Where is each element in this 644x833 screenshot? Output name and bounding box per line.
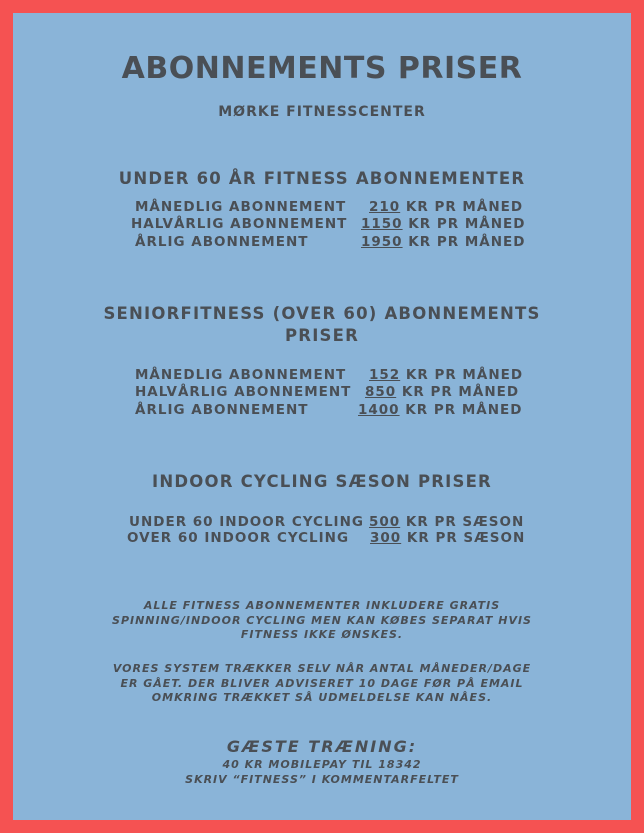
note-line: SPINNING/INDOOR CYCLING MEN KAN KØBES SEPARAT HVIS bbox=[112, 613, 532, 627]
note-line: ALLE FITNESS ABONNEMENTER INKLUDERE GRATIS bbox=[143, 599, 501, 612]
price-unit: KR PR MÅNED bbox=[408, 234, 526, 250]
price-label: OVER 60 INDOOR CYCLING bbox=[127, 530, 350, 546]
price-amount: 1400 bbox=[358, 402, 400, 418]
page-subtitle: MØRKE FITNESSCENTER bbox=[218, 104, 426, 120]
price-amount: 152 bbox=[369, 367, 401, 383]
price-label: HALVÅRLIG ABONNEMENT bbox=[131, 216, 348, 232]
guest-line: SKRIV “FITNESS” I KOMMENTARFELTET bbox=[185, 772, 459, 786]
note-included-spinning bbox=[13, 599, 631, 643]
price-amount-row bbox=[358, 401, 522, 419]
price-unit: KR PR MÅNED bbox=[405, 199, 524, 215]
guest-training-title: GÆSTE TRÆNING: bbox=[226, 737, 418, 756]
guest-line: 40 KR MOBILEPAY TIL 18342 bbox=[222, 758, 422, 771]
price-unit: KR PR SÆSON bbox=[406, 530, 526, 546]
note-line: OMKRING TRÆKKET SÅ UDMELDELSE KAN NÅES. bbox=[151, 691, 493, 704]
price-label: HALVÅRLIG ABONNEMENT bbox=[135, 384, 352, 400]
note-line: FITNESS IKKE ØNSKES. bbox=[240, 628, 404, 641]
price-amount: 500 bbox=[369, 514, 401, 530]
price-amount-row bbox=[369, 366, 523, 384]
section-heading-senior bbox=[13, 303, 631, 347]
price-amount: 850 bbox=[365, 384, 397, 400]
price-label: UNDER 60 INDOOR CYCLING bbox=[129, 514, 364, 530]
price-amount-row bbox=[370, 529, 525, 547]
page-title: ABONNEMENTS PRISER bbox=[121, 51, 523, 86]
price-label: MÅNEDLIG ABONNEMENT bbox=[135, 199, 347, 215]
price-label: MÅNEDLIG ABONNEMENT bbox=[135, 367, 347, 383]
price-amount: 210 bbox=[369, 199, 401, 215]
section-heading-line: SENIORFITNESS (OVER 60) ABONNEMENTS bbox=[103, 304, 541, 323]
price-amount: 1150 bbox=[361, 216, 403, 232]
section-heading-indoor-cycling: INDOOR CYCLING SÆSON PRISER bbox=[152, 472, 492, 491]
price-label: ÅRLIG ABONNEMENT bbox=[135, 234, 309, 250]
price-unit: KR PR SÆSON bbox=[405, 514, 525, 530]
price-amount-row bbox=[361, 215, 525, 233]
price-amount: 300 bbox=[370, 530, 402, 546]
price-unit: KR PR MÅNED bbox=[405, 367, 524, 383]
note-line: ER GÅET. DER BLIVER ADVISERET 10 DAGE FØR PÅ EMAIL bbox=[120, 676, 524, 690]
price-sheet bbox=[13, 13, 631, 820]
price-label: ÅRLIG ABONNEMENT bbox=[135, 402, 309, 418]
section-heading-line: PRISER bbox=[285, 326, 359, 345]
price-amount-row bbox=[361, 233, 525, 251]
price-unit: KR PR MÅNED bbox=[408, 216, 526, 232]
price-unit: KR PR MÅNED bbox=[405, 402, 523, 418]
note-auto-withdraw bbox=[13, 662, 631, 706]
price-unit: KR PR MÅNED bbox=[401, 384, 520, 400]
section-heading-under-60: UNDER 60 ÅR FITNESS ABONNEMENTER bbox=[118, 169, 526, 188]
guest-training-info bbox=[13, 758, 631, 787]
price-amount-row bbox=[369, 198, 523, 216]
price-amount-row bbox=[365, 383, 519, 401]
price-amount: 1950 bbox=[361, 234, 403, 250]
note-line: VORES SYSTEM TRÆKKER SELV NÅR ANTAL MÅNEDER/DAGE bbox=[112, 662, 532, 675]
